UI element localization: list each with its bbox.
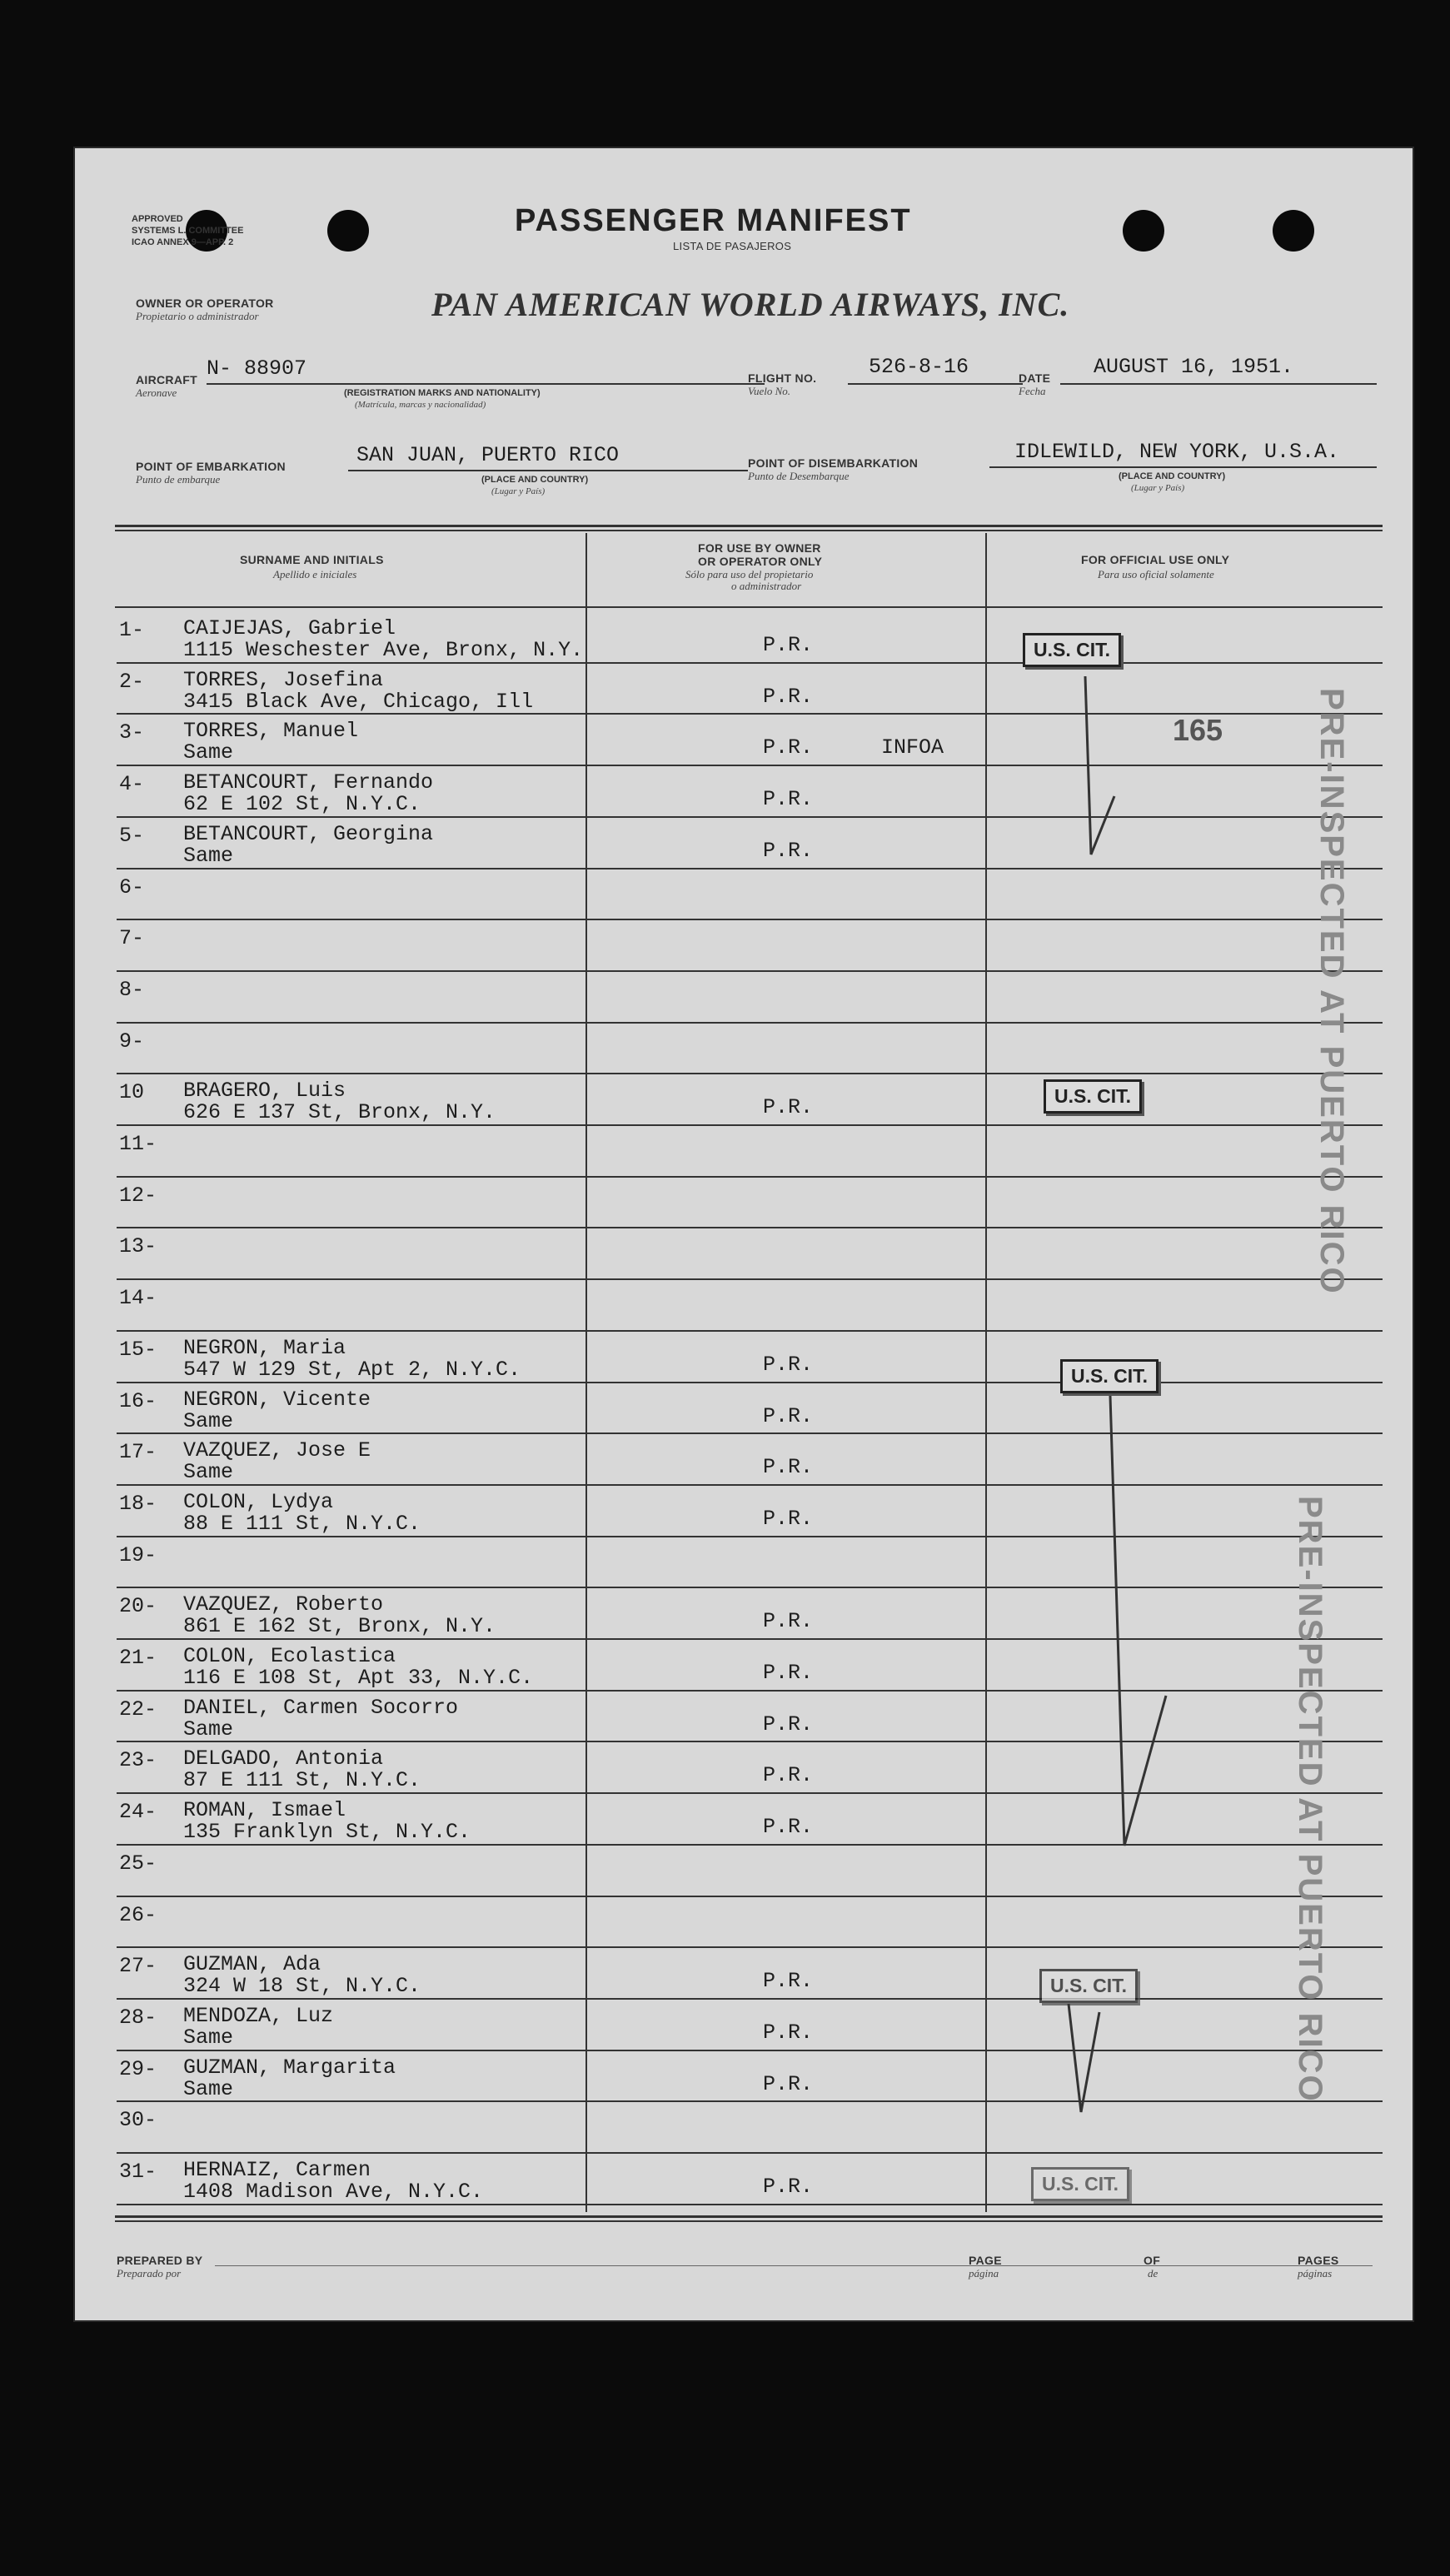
count-annotation: 165 bbox=[1173, 713, 1223, 747]
passenger-name: TORRES, Manuel bbox=[183, 719, 359, 744]
col-header-owner-es-a: Sólo para uso del propietario bbox=[685, 568, 814, 580]
owner-use: P.R. bbox=[763, 1661, 814, 1685]
pages-label-es: páginas bbox=[1298, 2267, 1333, 2280]
disembark-sub-es: (Lugar y País) bbox=[1131, 483, 1185, 493]
approval-line: ICAO ANNEX 9—APP. 2 bbox=[132, 237, 234, 247]
passenger-name: VAZQUEZ, Jose E bbox=[183, 1438, 371, 1463]
row-number: 8- bbox=[119, 977, 145, 1002]
passenger-name: VAZQUEZ, Roberto bbox=[183, 1592, 384, 1617]
passenger-name: BRAGERO, Luis bbox=[183, 1079, 346, 1104]
owner-use: P.R. bbox=[763, 1095, 814, 1120]
owner-use: P.R. bbox=[763, 1455, 814, 1480]
owner-use: P.R. bbox=[763, 1506, 814, 1531]
row-number: 5- bbox=[119, 823, 145, 848]
embark-sub: (PLACE AND COUNTRY) bbox=[481, 475, 589, 485]
disembark-label-es: Punto de Desembarque bbox=[748, 470, 850, 482]
owner-use: P.R. bbox=[763, 1352, 814, 1377]
aircraft-label: AIRCRAFT bbox=[136, 373, 197, 386]
passenger-name: HERNAIZ, Carmen bbox=[183, 2158, 371, 2182]
flight-label: FLIGHT NO. bbox=[748, 371, 817, 385]
check-marks bbox=[73, 147, 1414, 2322]
row-number: 9- bbox=[119, 1029, 145, 1054]
row-number: 3- bbox=[119, 720, 145, 745]
page-label: PAGE bbox=[969, 2254, 1002, 2267]
owner-use: P.R. bbox=[763, 1763, 814, 1788]
embark-sub-es: (Lugar y País) bbox=[491, 486, 546, 496]
owner-use: P.R. bbox=[763, 684, 814, 709]
owner-use: P.R. bbox=[763, 787, 814, 812]
approval-line: APPROVED bbox=[132, 214, 183, 224]
owner-use: P.R. bbox=[763, 1712, 814, 1736]
passenger-address: 3415 Black Ave, Chicago, Ill bbox=[183, 689, 534, 714]
preinspected-stamp: PRE-INSPECTED AT PUERTO RICO bbox=[1313, 688, 1350, 1295]
col-header-owner-es-b: o administrador bbox=[731, 580, 802, 592]
aircraft-label-es: Aeronave bbox=[136, 386, 177, 399]
passenger-address: 1115 Weschester Ave, Bronx, N.Y. bbox=[183, 638, 584, 662]
date-label: DATE bbox=[1019, 371, 1051, 385]
col-header-owner-b: OR OPERATOR ONLY bbox=[698, 555, 823, 568]
owner-use: P.R. bbox=[763, 735, 814, 760]
row-number: 27- bbox=[119, 1954, 157, 1979]
passenger-address: 626 E 137 St, Bronx, N.Y. bbox=[183, 1100, 496, 1125]
row-number: 31- bbox=[119, 2160, 157, 2184]
check-mark bbox=[1110, 1396, 1166, 1846]
row-number: 26- bbox=[119, 1902, 157, 1927]
manifest-sheet bbox=[73, 147, 1414, 2322]
col-header-surname: SURNAME AND INITIALS bbox=[240, 553, 384, 566]
owner-use: P.R. bbox=[763, 2071, 814, 2096]
owner-label-es: Propietario o administrador bbox=[136, 310, 259, 322]
row-number: 13- bbox=[119, 1234, 157, 1259]
passenger-address: Same bbox=[183, 740, 234, 765]
aircraft-sub: (REGISTRATION MARKS AND NATIONALITY) bbox=[344, 388, 541, 398]
row-number: 14- bbox=[119, 1286, 157, 1311]
owner-use: P.R. bbox=[763, 2020, 814, 2045]
col-header-owner-a: FOR USE BY OWNER bbox=[698, 541, 821, 555]
page-title-es: LISTA DE PASAJEROS bbox=[673, 240, 792, 252]
date-value: AUGUST 16, 1951. bbox=[1094, 355, 1294, 379]
passenger-name: MENDOZA, Luz bbox=[183, 2003, 334, 2028]
row-number: 24- bbox=[119, 1800, 157, 1825]
row-number: 12- bbox=[119, 1183, 157, 1208]
us-citizen-stamp: U.S. CIT. bbox=[1023, 633, 1121, 667]
passenger-name: COLON, Ecolastica bbox=[183, 1644, 396, 1668]
passenger-address: 547 W 129 St, Apt 2, N.Y.C. bbox=[183, 1357, 521, 1382]
flight-value: 526-8-16 bbox=[869, 355, 969, 379]
owner-use: P.R. bbox=[763, 1815, 814, 1840]
check-mark bbox=[1069, 2004, 1099, 2112]
passenger-address: Same bbox=[183, 1717, 234, 1741]
passenger-address: 135 Franklyn St, N.Y.C. bbox=[183, 1820, 471, 1845]
passenger-name: BETANCOURT, Fernando bbox=[183, 770, 434, 795]
passenger-name: COLON, Lydya bbox=[183, 1489, 334, 1514]
row-number: 7- bbox=[119, 926, 145, 951]
passenger-address: 87 E 111 St, N.Y.C. bbox=[183, 1768, 421, 1793]
passenger-name: GUZMAN, Margarita bbox=[183, 2055, 396, 2080]
passenger-name: TORRES, Josefina bbox=[183, 667, 384, 692]
row-number: 11- bbox=[119, 1132, 157, 1156]
flight-label-es: Vuelo No. bbox=[748, 385, 791, 397]
passenger-name: BETANCOURT, Georgina bbox=[183, 821, 434, 846]
aircraft-sub-es: (Matrícula, marcas y nacionalidad) bbox=[355, 400, 486, 410]
owner-use: P.R. bbox=[763, 838, 814, 863]
of-label: OF bbox=[1144, 2254, 1161, 2267]
passenger-address: Same bbox=[183, 843, 234, 868]
us-citizen-stamp: U.S. CIT. bbox=[1039, 1969, 1138, 2003]
row-number: 29- bbox=[119, 2056, 157, 2081]
row-number: 28- bbox=[119, 2005, 157, 2030]
passenger-address: 116 E 108 St, Apt 33, N.Y.C. bbox=[183, 1666, 534, 1690]
check-mark bbox=[1085, 676, 1114, 855]
row-number: 10 bbox=[119, 1080, 145, 1105]
owner-use: P.R. bbox=[763, 1403, 814, 1428]
row-number: 6- bbox=[119, 874, 145, 899]
row-number: 18- bbox=[119, 1491, 157, 1516]
passenger-address: 861 E 162 St, Bronx, N.Y. bbox=[183, 1614, 496, 1639]
row-number: 23- bbox=[119, 1748, 157, 1773]
prepared-by-label: PREPARED BY bbox=[117, 2254, 203, 2267]
owner-use: P.R. bbox=[763, 633, 814, 657]
pages-label: PAGES bbox=[1298, 2254, 1339, 2267]
passenger-address: 1408 Madison Ave, N.Y.C. bbox=[183, 2180, 484, 2204]
page-label-es: página bbox=[969, 2267, 999, 2280]
owner-label: OWNER OR OPERATOR bbox=[136, 296, 274, 310]
passenger-address: 88 E 111 St, N.Y.C. bbox=[183, 1511, 421, 1536]
owner-note: INFOA bbox=[881, 735, 944, 760]
us-citizen-stamp: U.S. CIT. bbox=[1031, 2167, 1129, 2201]
row-number: 30- bbox=[119, 2108, 157, 2133]
prepared-by-label-es: Preparado por bbox=[117, 2267, 182, 2280]
date-label-es: Fecha bbox=[1019, 385, 1046, 397]
passenger-name: GUZMAN, Ada bbox=[183, 1952, 321, 1977]
owner-value: PAN AMERICAN WORLD AIRWAYS, INC. bbox=[431, 286, 1070, 323]
row-number: 22- bbox=[119, 1697, 157, 1721]
aircraft-value: N- 88907 bbox=[207, 356, 307, 381]
row-number: 1- bbox=[119, 618, 145, 642]
col-header-official: FOR OFFICIAL USE ONLY bbox=[1081, 553, 1230, 566]
passenger-name: NEGRON, Vicente bbox=[183, 1387, 371, 1412]
passenger-address: 62 E 102 St, N.Y.C. bbox=[183, 792, 421, 817]
owner-use: P.R. bbox=[763, 2175, 814, 2199]
us-citizen-stamp: U.S. CIT. bbox=[1060, 1359, 1159, 1393]
row-number: 21- bbox=[119, 1646, 157, 1670]
passenger-name: NEGRON, Maria bbox=[183, 1335, 346, 1360]
passenger-name: DELGADO, Antonia bbox=[183, 1746, 384, 1771]
passenger-name: DANIEL, Carmen Socorro bbox=[183, 1695, 459, 1720]
row-number: 25- bbox=[119, 1851, 157, 1876]
owner-use: P.R. bbox=[763, 1609, 814, 1634]
passenger-address: Same bbox=[183, 1408, 234, 1433]
disembark-value: IDLEWILD, NEW YORK, U.S.A. bbox=[1014, 440, 1340, 464]
disembark-label: POINT OF DISEMBARKATION bbox=[748, 456, 919, 470]
row-number: 20- bbox=[119, 1594, 157, 1619]
embark-value: SAN JUAN, PUERTO RICO bbox=[356, 443, 620, 467]
embark-label: POINT OF EMBARKATION bbox=[136, 460, 286, 473]
row-number: 15- bbox=[119, 1337, 157, 1362]
passenger-address: Same bbox=[183, 1460, 234, 1485]
passenger-address: Same bbox=[183, 2076, 234, 2101]
preinspected-stamp: PRE-INSPECTED AT PUERTO RICO bbox=[1292, 1496, 1328, 2103]
row-number: 2- bbox=[119, 669, 145, 694]
col-header-official-es: Para uso oficial solamente bbox=[1098, 568, 1214, 580]
row-number: 17- bbox=[119, 1440, 157, 1465]
of-label-es: de bbox=[1148, 2267, 1159, 2280]
col-header-surname-es: Apellido e iniciales bbox=[273, 568, 357, 580]
passenger-address: Same bbox=[183, 2025, 234, 2050]
passenger-name: CAIJEJAS, Gabriel bbox=[183, 616, 396, 640]
passenger-name: ROMAN, Ismael bbox=[183, 1798, 346, 1823]
prepared-by-line bbox=[215, 2265, 1373, 2266]
row-number: 4- bbox=[119, 772, 145, 797]
row-number: 19- bbox=[119, 1542, 157, 1567]
embark-label-es: Punto de embarque bbox=[136, 473, 221, 486]
disembark-sub: (PLACE AND COUNTRY) bbox=[1119, 471, 1226, 481]
passenger-address: 324 W 18 St, N.Y.C. bbox=[183, 1974, 421, 1999]
approval-line: SYSTEMS L. COMMITTEE bbox=[132, 226, 244, 236]
owner-use: P.R. bbox=[763, 1969, 814, 1994]
row-number: 16- bbox=[119, 1388, 157, 1413]
page-title: PASSENGER MANIFEST bbox=[515, 203, 912, 238]
us-citizen-stamp: U.S. CIT. bbox=[1044, 1079, 1142, 1114]
